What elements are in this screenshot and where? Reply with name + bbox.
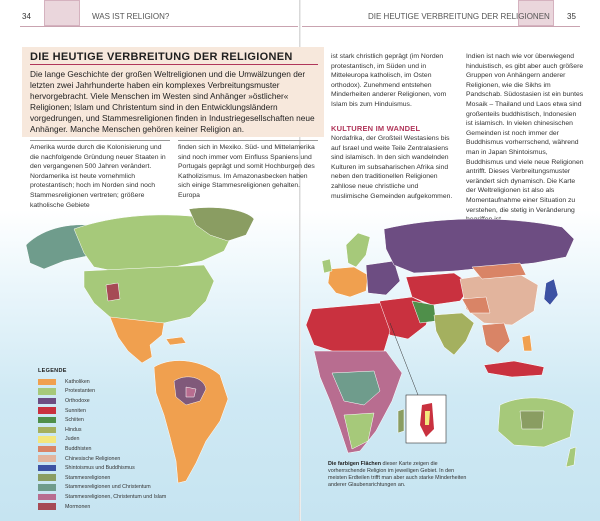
- legend-label: Stammesreligionen: [65, 474, 111, 481]
- body-column-2: finden sich in Mexiko. Süd- und Mittelamerika sind noch immer vom Einfluss Spaniens und Portugals geprägt und somit Hochburgen des Katholizismus. Im Amazonasbecken haben sich einige Stammesreligionen gehalten. Europa: [178, 144, 315, 199]
- map-region-japan: [544, 279, 558, 305]
- column-rule: [178, 140, 318, 141]
- map-region-usa: [84, 265, 214, 325]
- legend-label: Sunniten: [65, 407, 86, 414]
- legend-swatch: [38, 398, 56, 405]
- map-region-eastern-europe: [366, 261, 400, 295]
- legend-swatch: [38, 417, 56, 424]
- body-column-1: Amerika wurde durch die Kolonisierung und die nachfolgende Gründung neuer Staaten in den vergangenen 500 Jahren verändert. Nordamerika ist heute vornehmlich protestantisch; hoch im Norden sind noch Stammesreligionen vertreten; größere katholische Gebiete: [30, 144, 166, 209]
- caption-bold: Die farbigen Flächen: [328, 461, 382, 467]
- legend-label: Stammesreligionen, Christentum und Islam: [65, 493, 167, 500]
- legend-label: Katholiken: [65, 378, 90, 385]
- body-column-3: ist stark christlich geprägt (im Norden protestantisch, im Süden und in Mitteleuropa katholisch, im Osten orthodox). Zunehmend entstehen Minderheiten anderer Religionen, vom Islam bis zum Hinduismus.: [331, 53, 447, 108]
- legend-item: [38, 435, 188, 445]
- map-region-russia: [384, 219, 574, 273]
- map-region-new-zealand: [566, 447, 576, 467]
- column-rule: [30, 140, 170, 141]
- title-rule: [30, 64, 318, 65]
- legend-swatch: [38, 446, 56, 453]
- body-column-3-continued: Nordafrika, der Großteil Westasiens bis auf Israel und weite Teile Zentralasiens sind islamisch. In den sich wandelnden Kulturen im subsaharischen Afrika sind neben den traditionellen Religionen zahllose neue christliche und muslimische Gemeinden aufgekommen.: [331, 135, 453, 200]
- map-legend: [38, 368, 188, 511]
- map-region-tibet: [462, 297, 490, 313]
- legend-label: Mormonen: [65, 503, 91, 510]
- legend-swatch: [38, 484, 56, 491]
- legend-item: [38, 454, 188, 464]
- legend-swatch: [38, 465, 56, 472]
- map-region-india: [434, 313, 474, 355]
- legend-label: Juden: [65, 436, 80, 443]
- body-column-4: Indien ist nach wie vor überwiegend hinduistisch, es gibt aber auch größere Gruppen von Anhängern anderer Religionen, wie die Sikhs im Pandschab. Südostasien ist ein buntes Mosaik – Thailand und Laos etwa sind großenteils buddhistisch, Indonesien ist islamisch. In vielen chinesischen Gemeinden ist noch immer der Buddhismus vorherrschend, während man in Japan Shintoismus, Buddhismus und viele neue Religionen antrifft. Dieses Verbreitungsmuster verändert sich dynamisch. Die Karte der Weltreligionen ist also als Momentaufnahme einer Situation zu verstehen, die stetig in Veränderung: [466, 53, 584, 214]
- legend-swatch: [38, 494, 56, 501]
- legend-label: Buddhisten: [65, 445, 92, 452]
- map-region-madagascar: [398, 409, 404, 433]
- legend-label: Hindus: [65, 426, 82, 433]
- page-title: DIE HEUTIGE VERBREITUNG DER RELIGIONEN: [30, 51, 293, 63]
- map-region-southeast-asia: [482, 323, 510, 353]
- section-heading: KULTUREN IM WANDEL: [331, 124, 421, 133]
- legend-swatch: [38, 474, 56, 481]
- map-region-north-africa: [306, 303, 390, 355]
- legend-item: [38, 406, 188, 416]
- intro-text: Die lange Geschichte der großen Weltreligionen und die Umwälzungen der letzten zwei Jahrhunderte haben ein komplexes Verbreitungsmuster hervorgebracht. Viele Menschen im Westen sind Anhänger »östlicher« Religionen; Islam und Christentum sind in den Entwicklungsländern vorgedrungen, und Stammesreligionen finden in Industriegesellschaften neue Anhänger. Manche Menschen gehören keiner Religion an.: [30, 69, 315, 134]
- caption-text: dieser Karte zeigen die vorherrschende Religion im jeweiligen Gebiet. In den meisten Erdteilen trifft man aber auch starke Minderheiten anderer Glaubensrichtungen an.: [328, 461, 467, 488]
- legend-label: Protestanten: [65, 388, 96, 395]
- legend-title: LEGENDE: [38, 368, 67, 374]
- right-page-number: 35: [567, 12, 576, 21]
- legend-swatch: [38, 455, 56, 462]
- legend-item: [38, 425, 188, 435]
- left-header-rule: [20, 26, 298, 27]
- legend-label: Schiiten: [65, 417, 84, 424]
- map-region-scandinavia: [346, 233, 370, 267]
- map-region-uk: [322, 259, 332, 273]
- legend-item: [38, 492, 188, 502]
- legend-label: Stammesreligionen und Christentum: [65, 484, 151, 491]
- right-running-title: DIE HEUTIGE VERBREITUNG DER RELIGIONEN: [368, 12, 550, 21]
- legend-item: [38, 502, 188, 512]
- right-header-rule: [302, 26, 580, 27]
- legend-swatch: [38, 427, 56, 434]
- legend-item: [38, 387, 188, 397]
- map-region-indonesia: [484, 361, 544, 377]
- legend-items: [38, 377, 188, 511]
- map-region-philippines: [522, 335, 532, 351]
- left-page-number: 34: [22, 12, 31, 21]
- map-region-caribbean: [166, 337, 186, 345]
- legend-item: [38, 463, 188, 473]
- legend-item: [38, 377, 188, 387]
- left-header-ornament: [44, 0, 80, 26]
- left-running-title: WAS IST RELIGION?: [92, 12, 170, 21]
- legend-item: [38, 415, 188, 425]
- legend-label: Shintoismus und Buddhismus: [65, 465, 135, 472]
- map-region-utah: [106, 283, 120, 301]
- legend-swatch: [38, 379, 56, 386]
- map-region-australia-interior: [520, 411, 544, 429]
- legend-label: Orthodoxe: [65, 397, 90, 404]
- legend-swatch: [38, 388, 56, 395]
- legend-item: [38, 483, 188, 493]
- legend-swatch: [38, 436, 56, 443]
- map-region-western-europe: [328, 267, 368, 297]
- map-caption: [328, 461, 473, 489]
- legend-swatch: [38, 407, 56, 414]
- legend-label: Chinesische Religionen: [65, 455, 121, 462]
- legend-item: [38, 473, 188, 483]
- legend-swatch: [38, 503, 56, 510]
- map-region-mexico: [110, 317, 164, 363]
- legend-item: [38, 396, 188, 406]
- legend-item: [38, 444, 188, 454]
